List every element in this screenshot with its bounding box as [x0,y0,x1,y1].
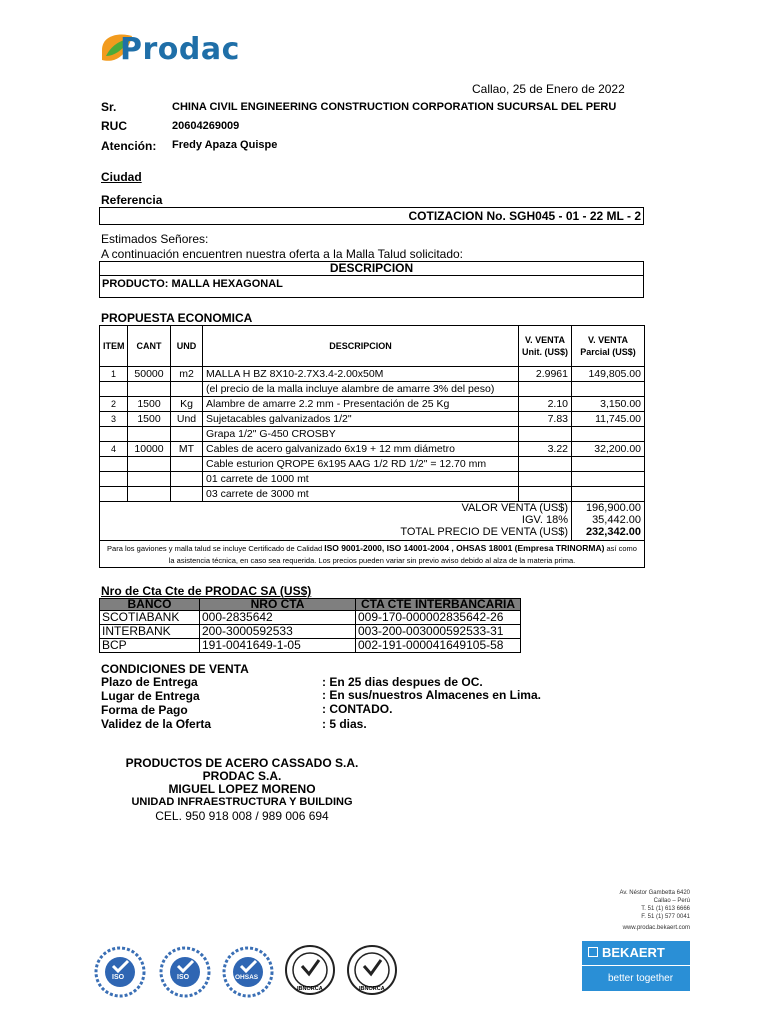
note-post: así como [604,543,637,553]
condition-label: Forma de Pago [101,703,188,717]
totals-row [100,502,645,541]
col-unit-price: V. VENTA Unit. (US$) [519,326,572,367]
ruc-value: 20604269009 [172,120,240,132]
row-item [100,382,128,397]
row-item: 1 [100,367,128,382]
bank-table-header [100,599,521,611]
row-und [171,382,203,397]
note-row [100,541,645,568]
bank-account: 191-0041649-1-05 [200,639,356,653]
col-item: ITEM [100,326,128,367]
condition-label: Plazo de Entrega [101,675,198,689]
table-row [100,472,645,487]
address-line: Av. Néstor Gambetta 6420 [619,890,690,896]
bank-name: BCP [100,639,200,653]
condition-value: : CONTADO. [322,702,393,716]
cert-label: IBNORCA [297,986,323,992]
row-unit [519,427,572,442]
col-partial-price: V. VENTA Parcial (US$) [572,326,645,367]
row-cant [128,472,171,487]
condition-label: Lugar de Entrega [101,689,200,703]
row-parcial: 3,150.00 [572,397,645,412]
quote-number: COTIZACION No. SGH045 - 01 - 22 ML - 2 [408,209,641,223]
condition-value: : En sus/nuestros Almacenes en Lima. [322,688,541,702]
row-parcial: 32,200.00 [572,442,645,457]
note-pre: Para los gaviones y malla talud se incluye Certificado de Calidad [107,543,325,553]
row-cant [128,427,171,442]
row-desc: 01 carrete de 1000 mt [203,472,519,487]
reference-label: Referencia [101,193,163,207]
bekaert-tagline: better together [608,973,674,984]
quote-number-box [99,207,644,225]
product-name: PRODUCTO: MALLA HEXAGONAL [102,278,283,290]
iso-cert-icon [94,946,146,998]
ibnorca-cert-icon [346,944,398,996]
logo-wordmark: Prodac [120,32,240,67]
bank-name: INTERBANK [100,625,200,639]
signature-person: MIGUEL LOPEZ MORENO [168,782,316,796]
bank-name: SCOTIABANK [100,611,200,625]
col-cant: CANT [128,326,171,367]
row-unit [519,382,572,397]
table-row [100,382,645,397]
cert-label: ISO [177,974,190,981]
ibnorca-cert-icon [284,944,336,996]
row-desc: Alambre de amarre 2.2 mm - Presentación de 25 Kg [203,397,519,412]
city-label: Ciudad [101,170,142,184]
row-parcial [572,487,645,502]
row-und [171,427,203,442]
attention-label: Atención: [101,139,157,153]
bank-title: Nro de Cta Cte de PRODAC SA (US$) [101,584,312,598]
quote-table [99,325,645,568]
iso-cert-icon [159,946,211,998]
condition-label: Validez de la Oferta [101,717,212,731]
row-item [100,472,128,487]
ruc-label: RUC [101,119,127,133]
bekaert-name: BEKAERT [602,945,665,960]
row-cant [128,382,171,397]
bank-cci: 003-200-003000592533-31 [356,625,521,639]
ohsas-cert-icon [222,946,274,998]
client-name: CHINA CIVIL ENGINEERING CONSTRUCTION CORPORATION SUCURSAL DEL PERU [172,101,617,113]
quality-note [100,541,645,568]
signature-company: PRODUCTOS DE ACERO CASSADO S.A. [125,756,359,770]
bank-account: 200-3000592533 [200,625,356,639]
proposal-title: PROPUESTA ECONOMICA [101,311,253,325]
row-parcial: 149,805.00 [572,367,645,382]
condition-value: : En 25 dias despues de OC. [322,675,483,689]
address-line: F. 51 (1) 577 0041 [641,914,690,920]
row-parcial [572,427,645,442]
table-row [100,639,521,653]
row-desc: Sujetacables galvanizados 1/2" [203,412,519,427]
row-unit: 2.9961 [519,367,572,382]
cert-label: IBNORCA [359,986,385,992]
footer-website: www.prodac.bekaert.com [622,925,690,931]
row-desc: MALLA H BZ 8X10-2.7X3.4-2.00x50M [203,367,519,382]
table-row [100,442,645,457]
note-certifications: ISO 9001-2000, ISO 14001-2004 , OHSAS 18001 (Empresa TRINORMA) [324,542,605,553]
subtotal-label: VALOR VENTA (US$) [461,502,568,514]
signature-phone: CEL. 950 918 008 / 989 006 694 [155,809,329,823]
table-row [100,412,645,427]
row-unit: 7.83 [519,412,572,427]
cert-label: ISO [112,974,125,981]
col-bank: BANCO [100,599,200,611]
row-unit [519,457,572,472]
bank-table [99,598,521,653]
col-descripcion: DESCRIPCION [203,326,519,367]
cert-label: OHSAS [235,974,259,981]
row-cant [128,487,171,502]
description-header: DESCRIPCION [100,262,643,276]
col-und: UND [171,326,203,367]
quote-table-header [100,326,645,367]
bank-cci: 009-170-000002835642-26 [356,611,521,625]
row-und: m2 [171,367,203,382]
igv-value: 35,442.00 [592,514,641,526]
total-value: 232,342.00 [585,526,641,538]
description-box [99,261,644,298]
row-desc: 03 carrete de 3000 mt [203,487,519,502]
prodac-logo [98,28,268,72]
row-item: 2 [100,397,128,412]
row-parcial [572,457,645,472]
row-und: MT [171,442,203,457]
row-und [171,457,203,472]
totals-values [572,502,645,541]
row-cant: 1500 [128,412,171,427]
signature-unit: UNIDAD INFRAESTRUCTURA Y BUILDING [131,796,353,808]
row-unit: 3.22 [519,442,572,457]
row-desc: Cables de acero galvanizado 6x19 + 12 mm diámetro [203,442,519,457]
table-row [100,367,645,382]
row-parcial [572,382,645,397]
bekaert-logo [582,941,690,991]
row-cant: 10000 [128,442,171,457]
row-desc: Cable esturion QROPE 6x195 AAG 1/2 RD 1/2" = 12.70 mm [203,457,519,472]
row-cant [128,457,171,472]
row-item: 4 [100,442,128,457]
signature-brand: PRODAC S.A. [202,769,282,783]
bank-cci: 002-191-000041649105-58 [356,639,521,653]
row-cant: 1500 [128,397,171,412]
col-cci: CTA CTE INTERBANCARIA [356,599,521,611]
conditions-title: CONDICIONES DE VENTA [101,662,249,676]
row-desc: (el precio de la malla incluye alambre de amarre 3% del peso) [203,382,519,397]
row-und [171,487,203,502]
sr-label: Sr. [101,100,117,114]
row-item [100,487,128,502]
bekaert-mark-icon [588,947,598,957]
footer-address [560,889,690,921]
bank-account: 000-2835642 [200,611,356,625]
row-und: Und [171,412,203,427]
col-account: NRO CTA [200,599,356,611]
intro-text: A continuación encuentren nuestra oferta a la Malla Talud solicitado: [101,247,464,261]
row-item [100,427,128,442]
row-unit [519,472,572,487]
row-parcial: 11,745.00 [572,412,645,427]
row-und [171,472,203,487]
row-desc: Grapa 1/2" G-450 CROSBY [203,427,519,442]
row-item [100,457,128,472]
row-parcial [572,472,645,487]
table-row [100,397,645,412]
condition-value: : 5 dias. [322,717,367,731]
document-date: Callao, 25 de Enero de 2022 [472,82,625,96]
table-row [100,457,645,472]
igv-label: IGV. 18% [521,514,568,526]
total-label: TOTAL PRECIO DE VENTA (US$) [400,526,568,538]
row-item: 3 [100,412,128,427]
greeting: Estimados Señores: [101,232,209,246]
totals-labels [100,502,572,541]
subtotal-value: 196,900.00 [585,502,641,514]
attention-value: Fredy Apaza Quispe [172,139,278,151]
address-line: T. 51 (1) 613 6666 [641,906,690,912]
row-unit [519,487,572,502]
row-und: Kg [171,397,203,412]
table-row [100,625,521,639]
table-row [100,427,645,442]
note-line2: la asistencia técnica, en caso sea requerida. Los precios pueden variar sin previo aviso debido al alza de la materia prima. [168,555,576,565]
row-cant: 50000 [128,367,171,382]
address-line: Callao – Perú [653,898,690,904]
table-row [100,487,645,502]
row-unit: 2.10 [519,397,572,412]
table-row [100,611,521,625]
